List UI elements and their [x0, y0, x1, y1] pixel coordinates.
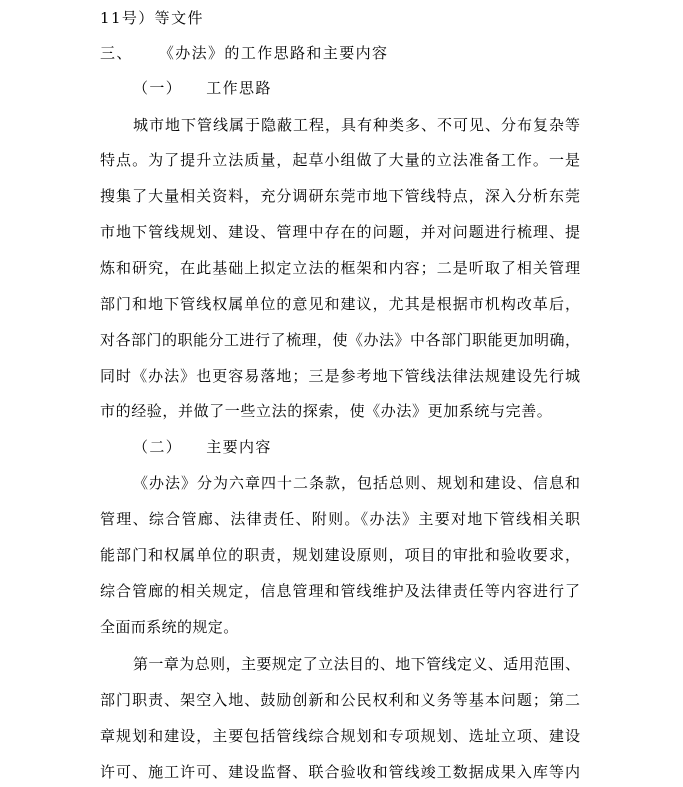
paragraph-line: 对各部门的职能分工进行了梳理，使《办法》中各部门职能更加明确，	[100, 331, 580, 349]
paragraph-line: 部门职责、架空入地、鼓励创新和公民权利和义务等基本问题；第二	[100, 691, 580, 709]
paragraph-line: 章规划和建设，主要包括管线综合规划和专项规划、选址立项、建设	[100, 727, 580, 745]
paragraph-line: 能部门和权属单位的职责，规划建设原则，项目的审批和验收要求，	[100, 546, 580, 564]
section-3-number: 三、	[100, 44, 133, 62]
subsection-1-heading	[133, 78, 272, 100]
paragraph-line: 综合管廊的相关规定，信息管理和管线维护及法律责任等内容进行了	[100, 582, 580, 600]
section-3-heading	[100, 43, 388, 65]
paragraph-line: 市的经验，并做了一些立法的探索，使《办法》更加系统与完善。	[100, 402, 553, 420]
paragraph-line: 第一章为总则，主要规定了立法目的、地下管线定义、适用范围、	[133, 655, 580, 673]
paragraph-line: 部门和地下管线权属单位的意见和建议，尤其是根据市机构改革后，	[100, 295, 580, 313]
paragraph-line: 全面而系统的规定。	[100, 618, 239, 636]
paragraph-line: 特点。为了提升立法质量，起草小组做了大量的立法准备工作。一是	[100, 151, 580, 169]
section-3-title: 《办法》的工作思路和主要内容	[158, 44, 389, 62]
subsection-1-title: 工作思路	[206, 79, 272, 97]
paragraph-line: 炼和研究，在此基础上拟定立法的框架和内容；二是听取了相关管理	[100, 259, 580, 277]
subsection-2-number: （二）	[133, 438, 183, 456]
paragraph-line: 管理、综合管廊、法律责任、附则。《办法》主要对地下管线相关职	[100, 510, 580, 528]
paragraph-line: 《办法》分为六章四十二条款，包括总则、规划和建设、信息和	[133, 474, 580, 492]
lead-line: 11号）等文件	[100, 9, 204, 27]
paragraph-line: 市地下管线规划、建设、管理中存在的问题，并对问题进行梳理、提	[100, 223, 580, 241]
subsection-1-number: （一）	[133, 79, 183, 97]
paragraph-line: 搜集了大量相关资料，充分调研东莞市地下管线特点，深入分析东莞	[100, 187, 580, 205]
subsection-2-heading	[133, 437, 272, 459]
subsection-2-title: 主要内容	[206, 438, 272, 456]
paragraph-line: 同时《办法》也更容易落地；三是参考地下管线法律法规建设先行城	[100, 367, 580, 385]
paragraph-line: 城市地下管线属于隐蔽工程，具有种类多、不可见、分布复杂等	[133, 116, 580, 134]
paragraph-line: 许可、施工许可、建设监督、联合验收和管线竣工数据成果入库等内	[100, 763, 580, 781]
